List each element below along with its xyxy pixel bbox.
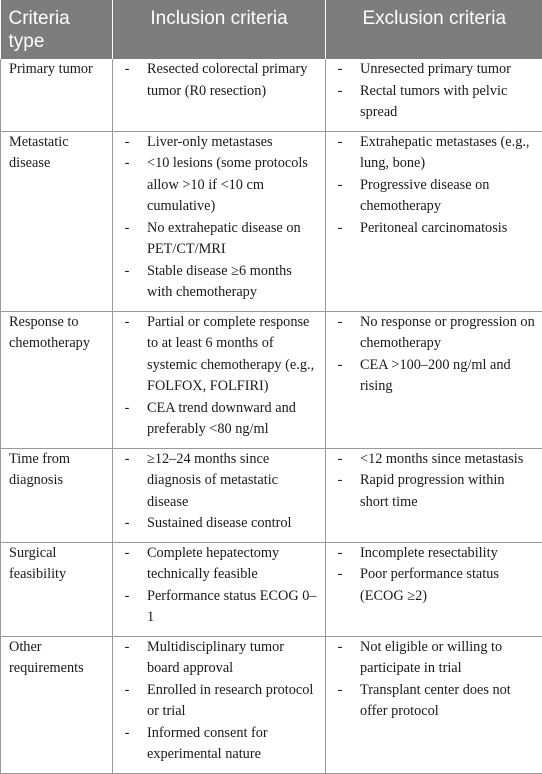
inclusion-list (121, 312, 319, 441)
header-row (1, 0, 542, 59)
list-item-text: Not eligible or willing to participate in trial (360, 639, 502, 677)
criteria-type-cell: Response to chemotherapy (1, 311, 113, 448)
table-body (1, 59, 542, 773)
exclusion-criteria-cell (326, 448, 542, 542)
bullet-dash: - (121, 59, 133, 81)
list-item-text: Enrolled in research protocol or trial (147, 682, 313, 720)
list-item (121, 261, 319, 304)
bullet-dash: - (334, 175, 346, 197)
list-item-text: Sustained disease control (147, 515, 292, 531)
list-item (334, 59, 536, 81)
inclusion-list (121, 637, 319, 766)
table-row (1, 311, 542, 448)
criteria-type-cell: Time from diagnosis (1, 448, 113, 542)
list-item (121, 132, 319, 154)
list-item (121, 513, 319, 535)
inclusion-criteria-cell (113, 311, 326, 448)
list-item-text: <10 lesions (some protocols allow >10 if <10 cm cumulative) (147, 155, 308, 214)
list-item (334, 543, 536, 565)
bullet-dash: - (334, 470, 346, 492)
list-item-text: Transplant center does not offer protocol (360, 682, 511, 720)
inclusion-list (121, 59, 319, 102)
list-item (334, 470, 536, 513)
list-item-text: Unresected primary tumor (360, 61, 511, 77)
bullet-dash: - (334, 564, 346, 586)
inclusion-list (121, 132, 319, 304)
list-item-text: Informed consent for experimental nature (147, 725, 268, 763)
bullet-dash: - (121, 586, 133, 608)
list-item (334, 355, 536, 398)
table-row (1, 59, 542, 131)
list-item-text: Multidisciplinary tumor board approval (147, 639, 284, 677)
exclusion-list (334, 59, 536, 124)
bullet-dash: - (121, 513, 133, 535)
list-item-text: Incomplete resectability (360, 545, 498, 561)
list-item (334, 449, 536, 471)
inclusion-list (121, 543, 319, 629)
list-item (121, 637, 319, 680)
header-inclusion-criteria: Inclusion criteria (113, 0, 326, 59)
bullet-dash: - (334, 637, 346, 659)
exclusion-criteria-cell (326, 311, 542, 448)
list-item (334, 132, 536, 175)
criteria-type-cell: Surgical feasibility (1, 542, 113, 636)
exclusion-list (334, 637, 536, 723)
bullet-dash: - (334, 218, 346, 240)
bullet-dash: - (334, 132, 346, 154)
criteria-type-cell: Other requirements (1, 636, 113, 773)
bullet-dash: - (121, 637, 133, 659)
bullet-dash: - (121, 312, 133, 334)
bullet-dash: - (121, 449, 133, 471)
list-item (121, 586, 319, 629)
list-item (121, 312, 319, 398)
list-item-text: Performance status ECOG 0–1 (147, 588, 317, 626)
bullet-dash: - (121, 543, 133, 565)
exclusion-list (334, 132, 536, 240)
list-item-text: Resected colorectal primary tumor (R0 resection) (147, 61, 307, 99)
list-item (121, 59, 319, 102)
list-item (121, 398, 319, 441)
list-item (121, 218, 319, 261)
inclusion-criteria-cell (113, 542, 326, 636)
header-criteria-type: Criteria type (1, 0, 113, 59)
criteria-type-cell: Primary tumor (1, 59, 113, 131)
criteria-type-cell: Metastatic disease (1, 131, 113, 311)
bullet-dash: - (121, 680, 133, 702)
list-item (121, 543, 319, 586)
inclusion-criteria-cell (113, 448, 326, 542)
inclusion-criteria-cell (113, 59, 326, 131)
bullet-dash: - (334, 449, 346, 471)
list-item-text: CEA >100–200 ng/ml and rising (360, 357, 511, 395)
list-item-text: CEA trend downward and preferably <80 ng/ml (147, 400, 296, 438)
list-item (121, 449, 319, 514)
exclusion-criteria-cell (326, 131, 542, 311)
bullet-dash: - (334, 680, 346, 702)
table-row (1, 131, 542, 311)
list-item (334, 680, 536, 723)
list-item-text: Progressive disease on chemotherapy (360, 177, 489, 215)
bullet-dash: - (121, 218, 133, 240)
bullet-dash: - (334, 81, 346, 103)
list-item-text: No extrahepatic disease on PET/CT/MRI (147, 220, 301, 258)
bullet-dash: - (334, 312, 346, 334)
table-row (1, 542, 542, 636)
exclusion-list (334, 449, 536, 514)
list-item-text: Poor performance status (ECOG ≥2) (360, 566, 499, 604)
table-row (1, 636, 542, 773)
bullet-dash: - (334, 59, 346, 81)
table-header (1, 0, 542, 59)
list-item (121, 153, 319, 218)
exclusion-list (334, 312, 536, 398)
list-item (121, 723, 319, 766)
list-item (334, 175, 536, 218)
list-item-text: Rectal tumors with pelvic spread (360, 83, 507, 121)
list-item (334, 637, 536, 680)
list-item-text: Peritoneal carcinomatosis (360, 220, 507, 236)
exclusion-list (334, 543, 536, 608)
bullet-dash: - (334, 355, 346, 377)
bullet-dash: - (121, 261, 133, 283)
exclusion-criteria-cell (326, 636, 542, 773)
bullet-dash: - (121, 398, 133, 420)
list-item-text: No response or progression on chemotherapy (360, 314, 535, 352)
list-item-text: Complete hepatectomy technically feasible (147, 545, 279, 583)
list-item (334, 312, 536, 355)
inclusion-criteria-cell (113, 131, 326, 311)
bullet-dash: - (121, 723, 133, 745)
inclusion-list (121, 449, 319, 535)
bullet-dash: - (334, 543, 346, 565)
bullet-dash: - (121, 132, 133, 154)
list-item-text: <12 months since metastasis (360, 451, 523, 467)
list-item (121, 680, 319, 723)
list-item-text: Rapid progression within short time (360, 472, 505, 510)
list-item-text: Partial or complete response to at least 6 months of systemic chemotherapy (e.g., FOLFOX, FOLFIRI) (147, 314, 314, 395)
list-item (334, 218, 536, 240)
inclusion-criteria-cell (113, 636, 326, 773)
list-item-text: Stable disease ≥6 months with chemotherapy (147, 263, 292, 301)
header-exclusion-criteria: Exclusion criteria (326, 0, 542, 59)
list-item-text: Extrahepatic metastases (e.g., lung, bone) (360, 134, 530, 172)
table-row (1, 448, 542, 542)
list-item-text: Liver-only metastases (147, 134, 273, 150)
list-item (334, 81, 536, 124)
exclusion-criteria-cell (326, 542, 542, 636)
exclusion-criteria-cell (326, 59, 542, 131)
list-item-text: ≥12–24 months since diagnosis of metastatic disease (147, 451, 278, 510)
bullet-dash: - (121, 153, 133, 175)
list-item (334, 564, 536, 607)
